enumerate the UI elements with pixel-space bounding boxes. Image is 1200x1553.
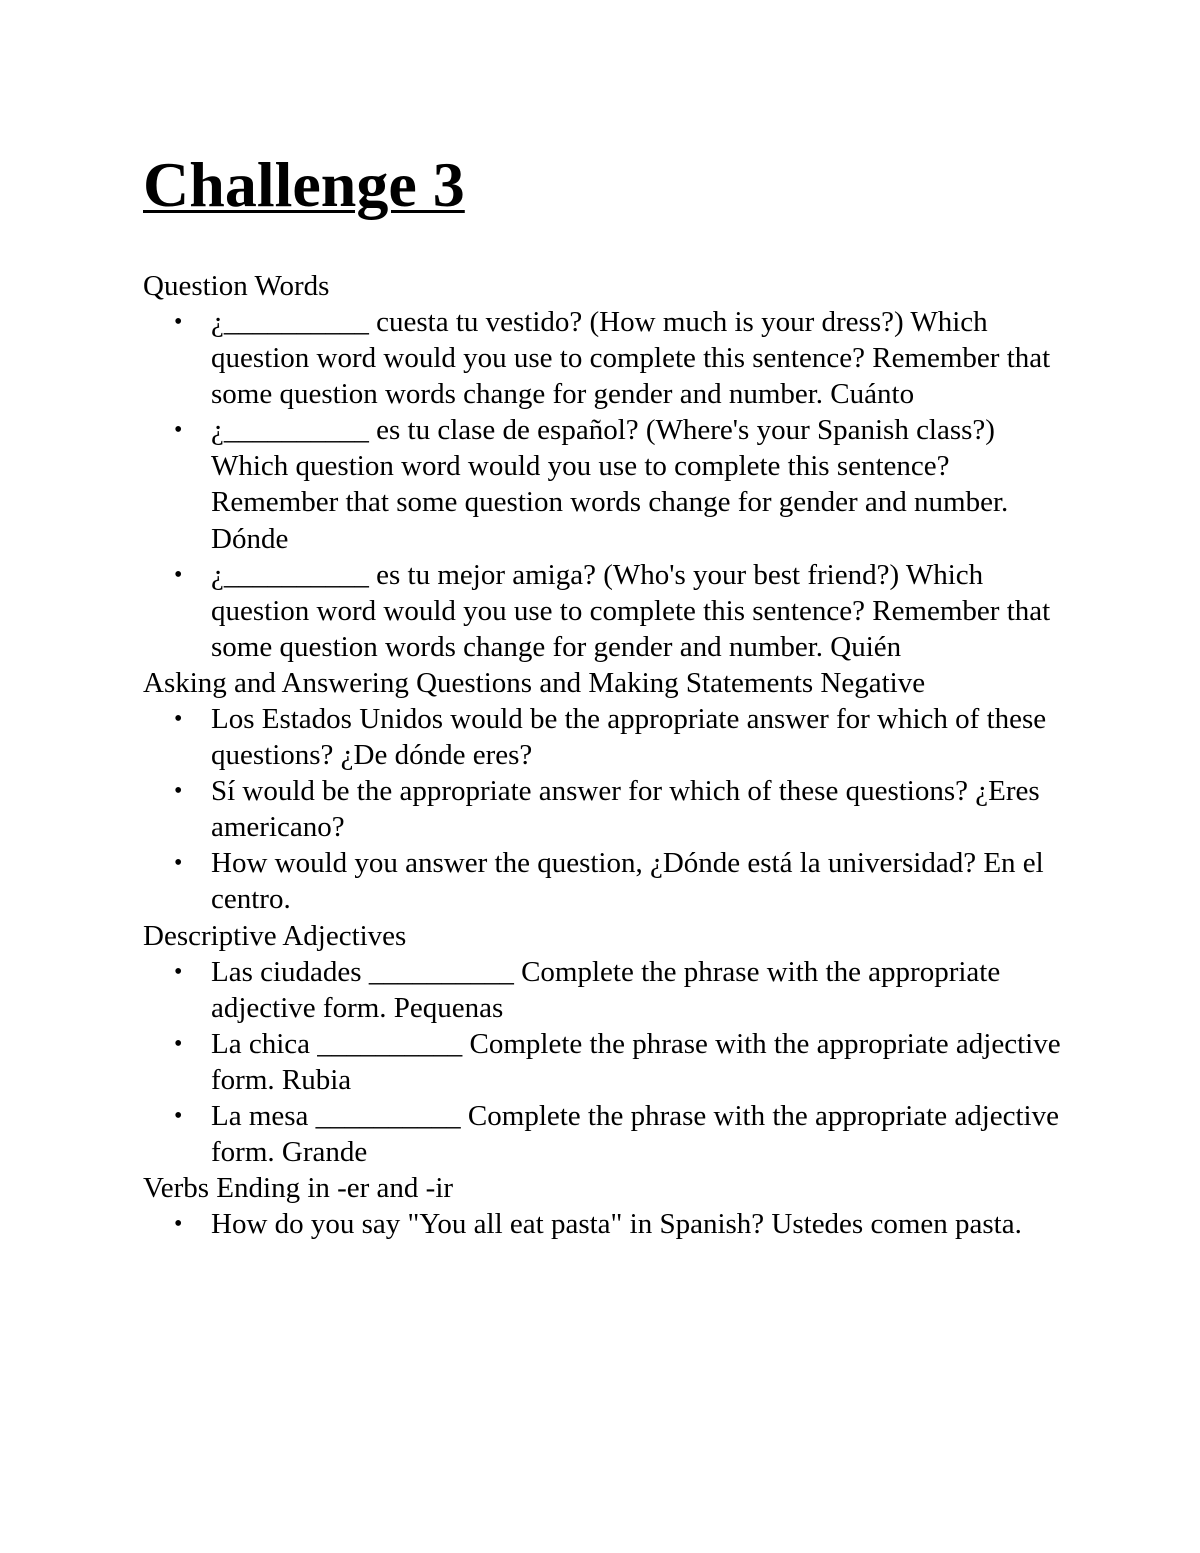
bullet-icon: • [174, 958, 183, 985]
list-item-text: ¿__________ es tu mejor amiga? (Who's your best friend?) Which question word would you use to complete this sentence? Remember that some question words change for gender and number. Quién [211, 558, 1051, 663]
list-item-text: Los Estados Unidos would be the appropriate answer for which of these questions? ¿De dónde eres? [211, 702, 1047, 772]
list-item-text: How do you say "You all eat pasta" in Spanish? Ustedes comen pasta. [211, 1208, 1022, 1241]
document-title: Challenge 3 [143, 149, 465, 220]
bullet-icon: • [174, 417, 183, 444]
list-item [174, 1098, 1063, 1170]
list-item [174, 1206, 1063, 1242]
list-item [174, 845, 1063, 917]
bullet-icon: • [174, 561, 183, 588]
bullet-list [143, 1206, 1063, 1242]
bullet-list [143, 701, 1063, 918]
list-item-text: ¿__________ cuesta tu vestido? (How much is your dress?) Which question word would you use to complete this sentence? Remember that some question words change for gender and number. Cuánto [211, 306, 1051, 411]
list-item-text: La chica __________ Complete the phrase with the appropriate adjective form. Rubia [211, 1027, 1061, 1096]
bullet-icon: • [174, 850, 183, 877]
section-heading: Question Words [143, 270, 330, 302]
document-page [143, 140, 1063, 1242]
list-item [174, 304, 1063, 412]
section-heading: Descriptive Adjectives [143, 919, 407, 952]
bullet-icon: • [174, 1211, 183, 1238]
bullet-list [143, 304, 1063, 665]
list-item-text: Las ciudades __________ Complete the phrase with the appropriate adjective form. Pequenas [211, 955, 1001, 1024]
list-item [174, 557, 1063, 665]
list-item [174, 773, 1063, 845]
list-item-text: Sí would be the appropriate answer for which of these questions? ¿Eres americano? [211, 775, 1040, 844]
section-heading: Verbs Ending in -er and -ir [143, 1172, 454, 1205]
section-question-words [143, 268, 1063, 665]
section-descriptive-adjectives [143, 918, 1063, 1171]
bullet-icon: • [174, 778, 183, 805]
bullet-icon: • [174, 1030, 183, 1057]
list-item [174, 412, 1063, 556]
bullet-icon: • [174, 309, 183, 335]
section-asking-answering [143, 665, 1063, 918]
list-item [174, 701, 1063, 773]
bullet-list [143, 954, 1063, 1171]
list-item [174, 954, 1063, 1026]
list-item-text: How would you answer the question, ¿Dónde está la universidad? En el centro. [211, 847, 1044, 916]
list-item-text: La mesa __________ Complete the phrase with the appropriate adjective form. Grande [211, 1099, 1059, 1168]
bullet-icon: • [174, 705, 183, 732]
section-verbs-er-ir [143, 1170, 1063, 1242]
list-item-text: ¿__________ es tu clase de español? (Where's your Spanish class?) Which question word would you use to complete this sentence? Remember that some question words change for gender and number. Dónde [211, 414, 1009, 555]
section-heading: Asking and Answering Questions and Making Statements Negative [143, 666, 926, 699]
bullet-icon: • [174, 1102, 183, 1129]
list-item [174, 1026, 1063, 1098]
